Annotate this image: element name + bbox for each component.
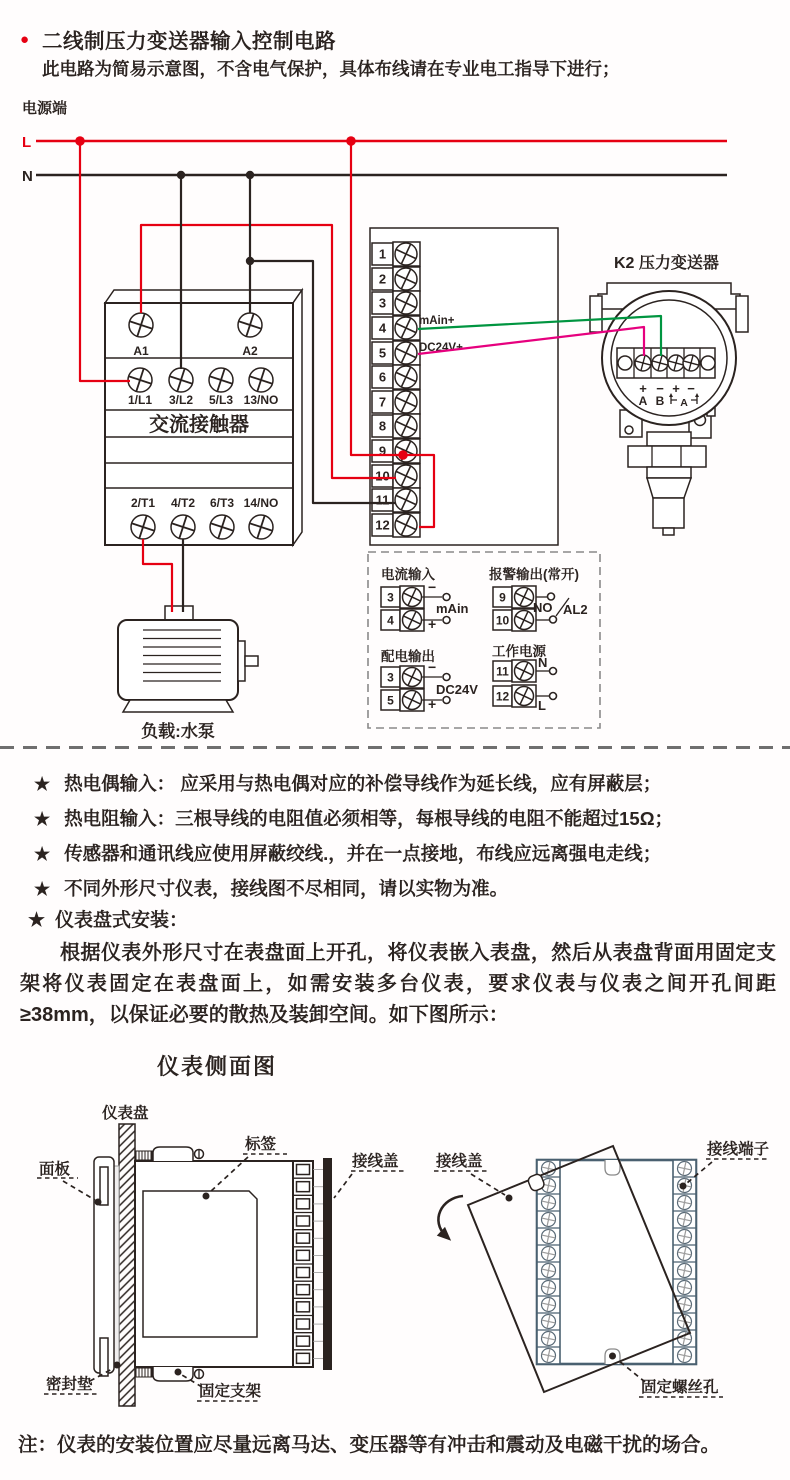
alarm-terminal-number: 9	[499, 590, 506, 605]
terminal-6t3: 6/T3	[209, 496, 235, 510]
mount-hole	[701, 356, 715, 370]
dist-plus: +	[428, 696, 437, 712]
terminal-a2: A2	[242, 344, 258, 358]
bracket-a-label: A	[680, 397, 688, 409]
screw-tab-top	[605, 1160, 620, 1175]
page-title: 二线制压力变送器输入控制电路	[42, 30, 336, 53]
note-text: 热电偶输入： 应采用与热电偶对应的补偿导线作为延长线，应有屏蔽层；	[64, 773, 662, 794]
strip-terminal-number: 1	[378, 246, 387, 262]
power-terminal-label: 电源端	[22, 100, 68, 117]
note-model-difference	[34, 875, 774, 901]
note-text: 热电阻输入：三根导线的电阻值必须相等，每根导线的电阻不能超过15Ω；	[64, 808, 674, 829]
screw-thread	[135, 1368, 152, 1377]
load-label: 负载:水泵	[141, 722, 215, 741]
work-n-label: N	[538, 655, 548, 670]
pol-minus-2: −	[687, 381, 695, 396]
current-minus: −	[428, 579, 437, 595]
strip-terminal-number: 7	[378, 394, 387, 410]
rear-body	[537, 1160, 696, 1364]
power-rails	[22, 99, 727, 185]
strip-terminal-number: 10	[375, 468, 390, 484]
current-input-title: 电流输入	[381, 567, 435, 582]
terminal-cover-label-right: 接线盖	[436, 1153, 483, 1170]
heading-text: 仪表盘式安装：	[55, 910, 189, 931]
wire-2t1-to-motor	[143, 539, 172, 612]
terminal-detail-panel	[368, 552, 600, 728]
terminal-14no: 14/NO	[243, 496, 279, 510]
note-text: 传感器和通讯线应使用屏蔽绞线.，并在一点接地，布线应远离强电走线；	[64, 843, 662, 864]
dist-output-title: 配电输出	[381, 649, 435, 664]
bracket-label: 固定支架	[199, 1383, 262, 1400]
ac-contactor	[105, 290, 302, 545]
fixing-bracket-bottom	[153, 1367, 193, 1381]
page-subtitle: 此电路为简易示意图，不含电气保护，具体布线请在专业电工指导下进行；	[42, 59, 620, 79]
line-n-label: N	[22, 168, 33, 185]
star-icon: ★	[28, 910, 46, 931]
star-icon: ★	[34, 809, 51, 829]
strip-terminal-number: 4	[378, 320, 387, 336]
pol-minus-1: −	[656, 381, 664, 396]
star-icon: ★	[34, 879, 51, 899]
star-icon: ★	[34, 774, 51, 794]
screw-hole-label: 固定螺丝孔	[641, 1379, 719, 1396]
alarm-al2-label: AL2	[563, 602, 588, 617]
terminal-1l1: 1/L1	[127, 393, 153, 407]
dist-minus: −	[428, 659, 437, 675]
pressure-transmitter	[590, 253, 748, 535]
terminal-4t2: 4/T2	[170, 496, 196, 510]
contactor-name: 交流接触器	[149, 414, 249, 436]
note-rtd	[34, 805, 774, 831]
instrument-terminal-strip	[370, 228, 558, 545]
rear-view-figure	[434, 1139, 770, 1397]
terminal-block-label: 接线端子	[707, 1141, 770, 1158]
work-terminal-number: 12	[495, 689, 510, 704]
transmitter-title: K2 压力变送器	[614, 255, 719, 272]
installation-diagram	[0, 1085, 790, 1425]
terminal-5l3: 5/L3	[208, 393, 234, 407]
dist-terminal-number: 5	[387, 693, 394, 708]
note-thermocouple	[34, 770, 774, 796]
screw-thread	[135, 1151, 152, 1160]
strip-terminal-number: 8	[378, 418, 387, 434]
dc24v-wire-label: DC24V+	[419, 342, 463, 354]
bottom-note: 注：仪表的安装位置应尽量远离马达、变压器等有冲击和震动及电磁干扰的场合。	[18, 1434, 721, 1456]
strip-terminal-number: 3	[378, 295, 387, 311]
work-power-title: 工作电源	[492, 644, 546, 659]
alarm-no-label: NO	[533, 600, 553, 615]
alarm-output-title: 报警输出(常开)	[489, 567, 579, 582]
panel-wall	[119, 1124, 135, 1406]
star-icon: ★	[34, 844, 51, 864]
load-pump-motor	[118, 606, 258, 741]
current-plus: +	[428, 616, 437, 632]
dist-terminal-number: 3	[387, 670, 394, 685]
main-wire-label: mAin+	[419, 315, 455, 327]
terminal-3l2: 3/L2	[168, 393, 194, 407]
note-text: 不同外形尺寸仪表，接线图不尽相同，请以实物为准。	[64, 878, 509, 899]
work-terminal-number: 11	[496, 664, 509, 679]
port-a-label: A	[638, 394, 648, 408]
rotate-arrow-icon	[438, 1196, 463, 1236]
terminal-cover-bar	[323, 1158, 332, 1370]
work-l-label: L	[538, 698, 546, 713]
current-terminal-number: 4	[387, 613, 394, 628]
side-view-figure	[37, 1103, 405, 1406]
dist-label: DC24V	[436, 682, 478, 697]
port-b-label: B	[655, 394, 665, 408]
pol-plus-2: +	[672, 381, 680, 396]
current-label: mAin	[436, 601, 469, 616]
figure-title: 仪表侧面图	[157, 1054, 278, 1080]
strip-terminal-number: 6	[378, 369, 387, 385]
strip-terminal-number: 12	[375, 517, 390, 533]
strip-terminal-number: 5	[378, 345, 387, 361]
strip-terminal-number: 2	[378, 271, 387, 287]
gasket-label: 密封垫	[46, 1376, 93, 1393]
front-panel-label: 面板	[39, 1161, 71, 1178]
panel-board-label: 仪表盘	[102, 1105, 149, 1122]
note-shielding	[34, 840, 774, 866]
bullet-icon: ●	[20, 31, 30, 48]
panel-mount-paragraph: 根据仪表外形尺寸在表盘面上开孔，将仪表嵌入表盘，然后从表盘背面用固定支架将仪表固定在表盘面上，如需安装多台仪表，要求仪表与仪表之间开孔间距≥38mm，以保证必要的散热及装卸空间。如下图所示：	[20, 942, 776, 1026]
work-power-wires	[536, 671, 549, 696]
tag-label: 标签	[245, 1136, 277, 1153]
fixing-bracket-top	[153, 1147, 193, 1161]
fixing-screw-hole-dot	[609, 1353, 616, 1360]
terminal-a1: A1	[133, 344, 149, 358]
body-label-area	[143, 1191, 257, 1337]
panel-mount-heading	[28, 905, 188, 932]
terminal-2t1: 2/T1	[130, 496, 156, 510]
terminal-13no: 13/NO	[243, 393, 279, 407]
strip-terminal-number: 11	[375, 492, 390, 508]
line-l-label: L	[22, 134, 32, 151]
mount-hole	[618, 356, 632, 370]
strip-terminal-number: 9	[378, 443, 387, 459]
current-terminal-number: 3	[387, 590, 394, 605]
alarm-terminal-number: 10	[495, 613, 510, 628]
pol-plus-1: +	[639, 381, 647, 396]
section-divider	[0, 746, 790, 749]
terminal-cover-label-left: 接线盖	[352, 1153, 399, 1170]
